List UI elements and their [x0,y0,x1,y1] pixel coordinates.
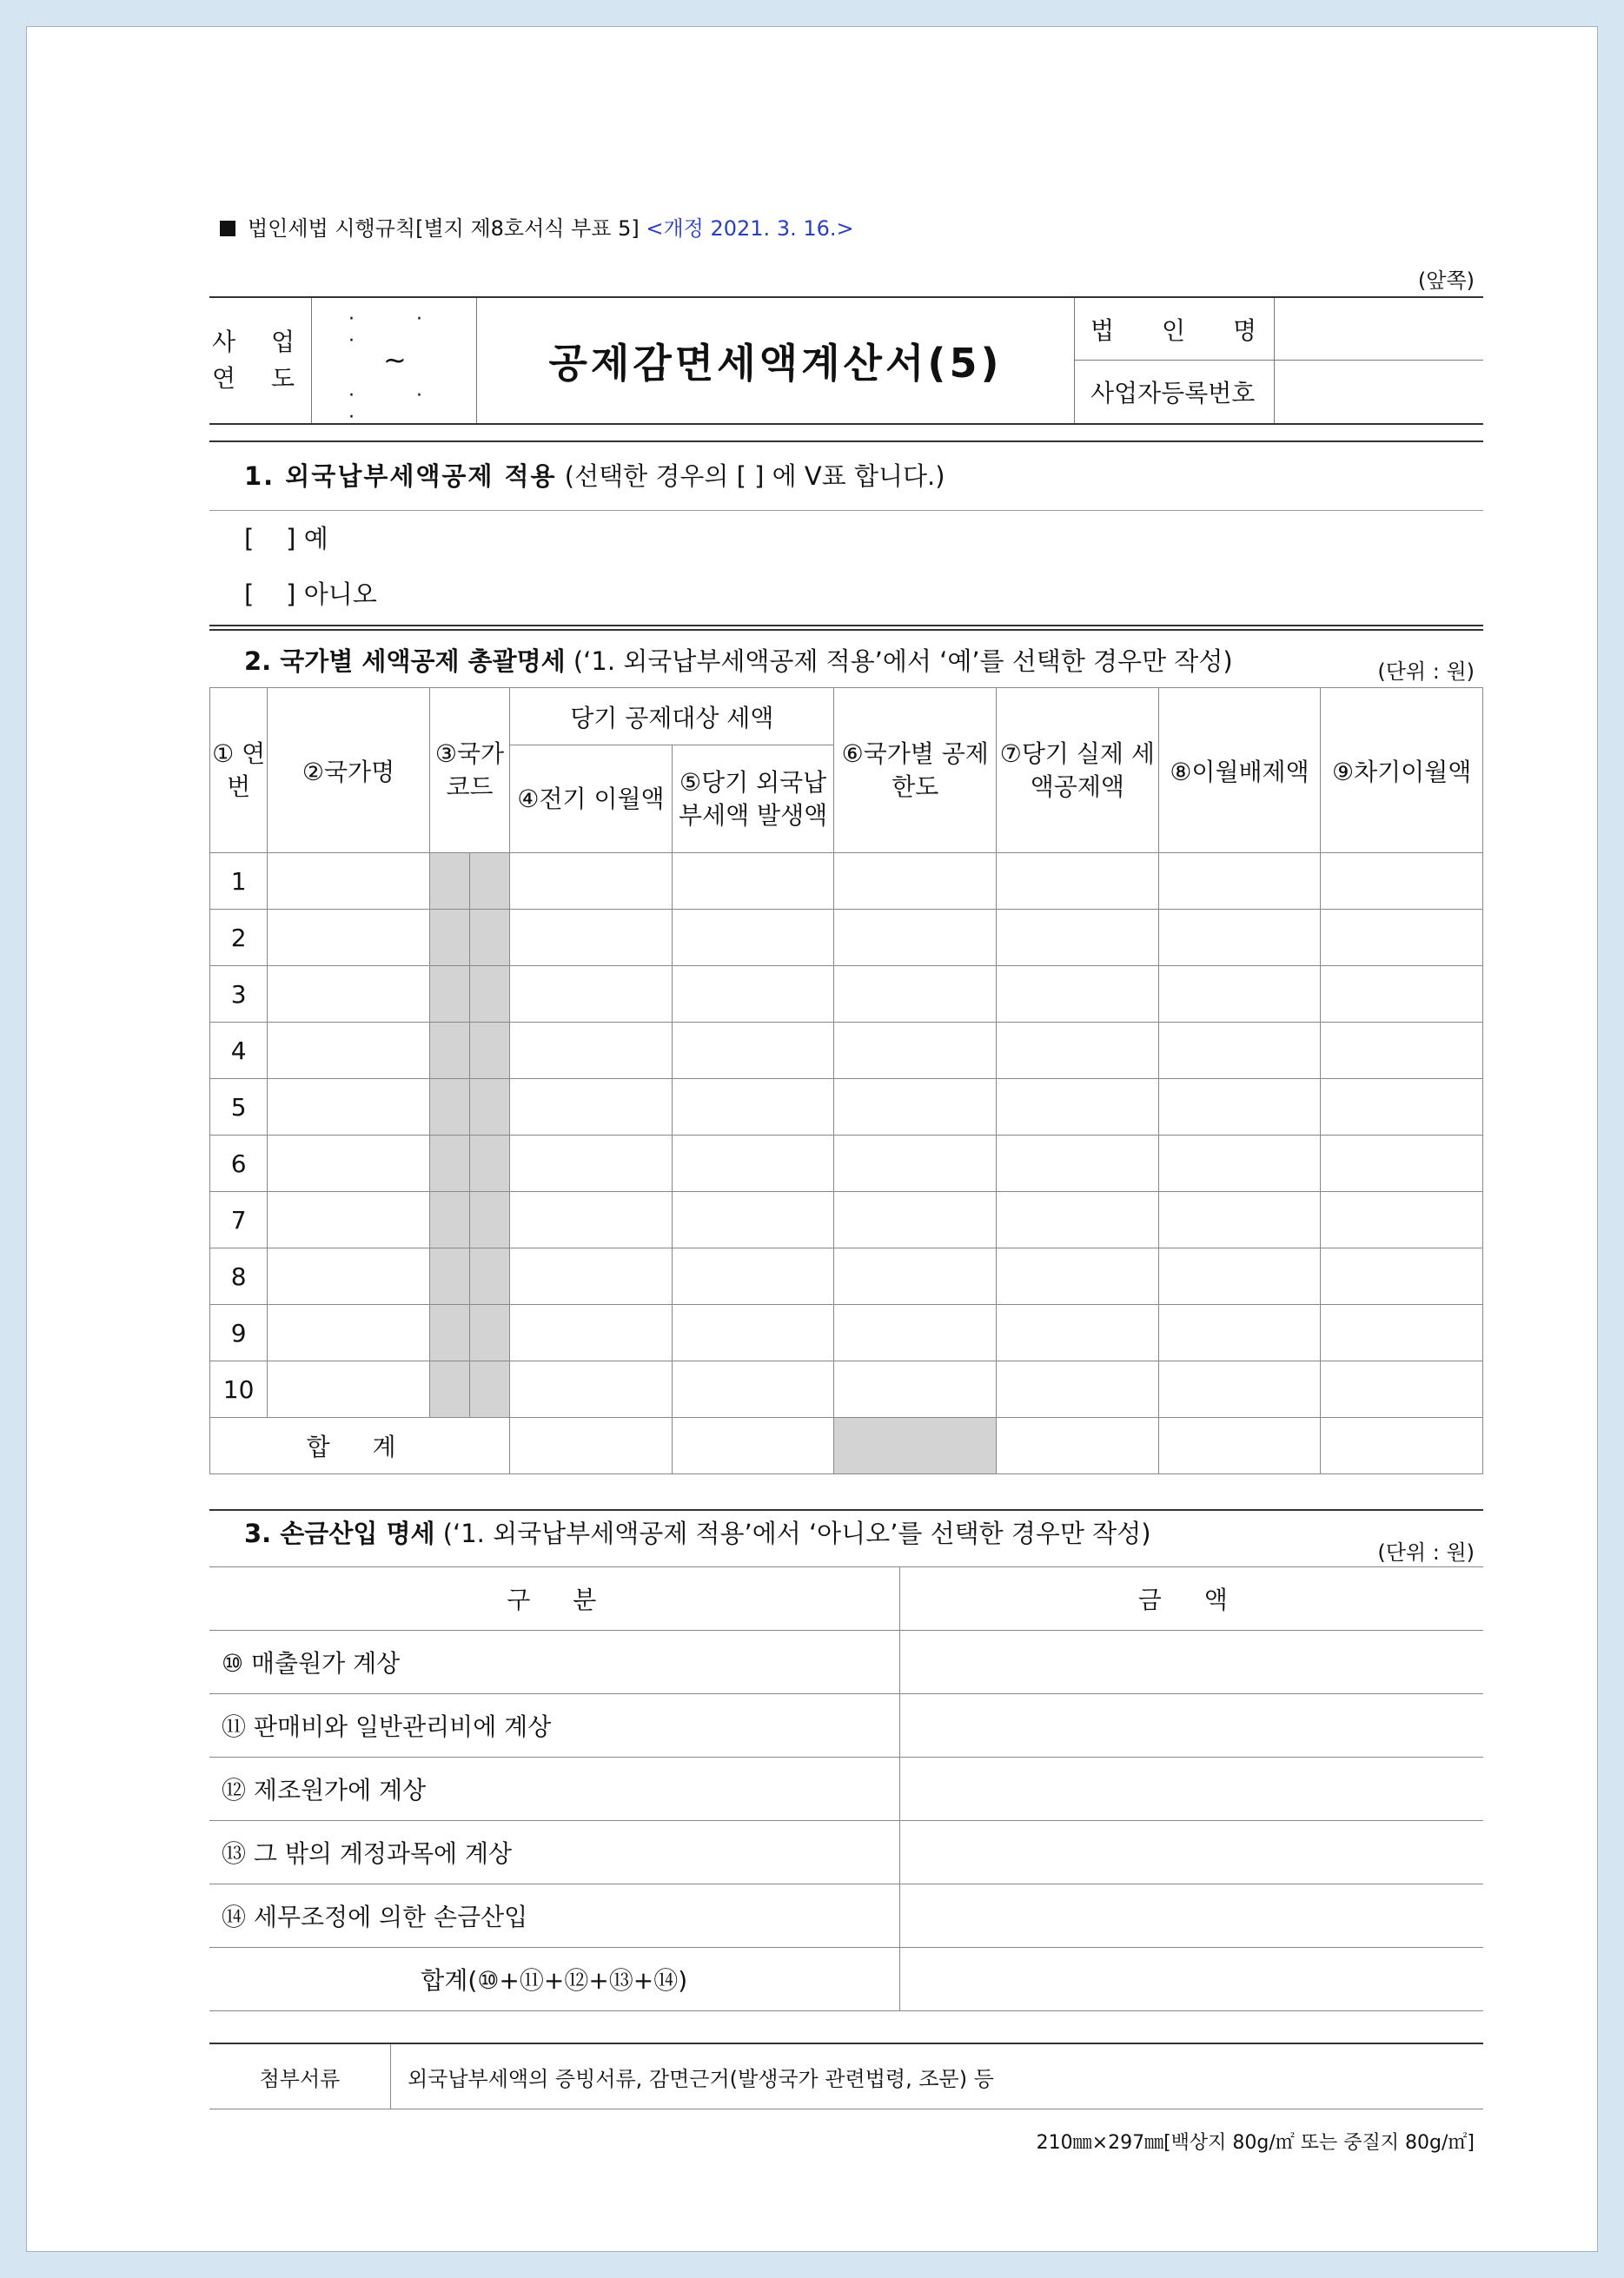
deduction-category: ⑪ 판매비와 일반관리비에 계상 [209,1694,899,1758]
country-name-cell[interactable] [268,1361,430,1418]
prior-carryover-cell[interactable] [510,910,673,966]
total-current-foreign-tax[interactable] [672,1418,834,1474]
form-header [220,211,854,242]
attachments-label: 첨부서류 [209,2044,391,2109]
table-row [210,1079,1483,1136]
actual-credit-cell[interactable] [997,1192,1159,1248]
country-code-cell-a[interactable] [429,1192,469,1248]
country-limit-cell[interactable] [834,1192,997,1248]
form-basis: 법인세법 시행규칙[별지 제8호서식 부표 5] [248,216,640,241]
country-limit-cell[interactable] [834,966,997,1023]
deduction-amount-cell[interactable] [899,1631,1483,1694]
deduction-table [209,1566,1483,2011]
prior-carryover-cell[interactable] [510,1248,673,1305]
country-code-cell-a[interactable] [429,910,469,966]
current-foreign-tax-cell[interactable] [672,1248,834,1305]
country-limit-cell[interactable] [834,853,997,910]
carry-forward-cell[interactable] [1321,1023,1483,1079]
deduction-category: ⑫ 제조원가에 계상 [209,1758,899,1821]
country-code-cell-b[interactable] [470,966,510,1023]
option-yes-checkbox[interactable]: [ ] 예 [244,524,328,553]
total-label: 합 계 [210,1418,510,1474]
row-number: 3 [210,966,268,1023]
country-code-cell-a[interactable] [429,1079,469,1136]
row-number: 8 [210,1248,268,1305]
section-2 [209,625,1483,684]
prior-carryover-cell[interactable] [510,966,673,1023]
carry-forward-cell[interactable] [1321,1305,1483,1361]
table-row [210,853,1483,910]
country-code-cell-b[interactable] [470,1361,510,1418]
prior-carryover-cell[interactable] [510,853,673,910]
country-limit-cell[interactable] [834,1248,997,1305]
row-number: 10 [210,1361,268,1418]
carry-forward-cell[interactable] [1321,1136,1483,1192]
table-row [210,1192,1483,1248]
table-row [209,1694,1483,1758]
reg-no-label: 사업자등록번호 [1075,361,1275,423]
table-row [210,1305,1483,1361]
col-category: 구 분 [209,1567,899,1631]
total-carry-forward[interactable] [1321,1418,1483,1474]
carry-forward-cell[interactable] [1321,910,1483,966]
country-name-cell[interactable] [268,853,430,910]
row-number: 5 [210,1079,268,1136]
form-page [26,26,1598,2252]
current-foreign-tax-cell[interactable] [672,910,834,966]
start-date-placeholder: · · · [348,308,450,352]
option-no-checkbox[interactable]: [ ] 아니오 [244,579,377,609]
col-amount: 금 액 [899,1567,1483,1631]
col-prior-carryover: ④전기 이월액 [510,745,673,853]
row-number: 6 [210,1136,268,1192]
carry-forward-cell[interactable] [1321,853,1483,910]
country-code-cell-a[interactable] [429,853,469,910]
country-limit-cell[interactable] [834,1361,997,1418]
carry-forward-cell[interactable] [1321,1361,1483,1418]
country-code-cell-b[interactable] [470,1248,510,1305]
row-number: 4 [210,1023,268,1079]
section-3-unit: (단위 : 원) [1377,1540,1475,1565]
carry-forward-cell[interactable] [1321,1192,1483,1248]
deduction-category: ⑩ 매출원가 계상 [209,1631,899,1694]
section-1-title: 1. 외국납부세액공제 적용 (선택한 경우의 [ ] 에 V표 합니다.) [209,442,1483,511]
end-date-placeholder: · · · [348,385,450,428]
total-prior-carryover[interactable] [510,1418,673,1474]
col-country-code: ③국가 코드 [429,688,509,853]
carry-forward-cell[interactable] [1321,966,1483,1023]
deduction-category: ⑬ 그 밖의 계정과목에 계상 [209,1821,899,1884]
deduction-amount-cell[interactable] [899,1821,1483,1884]
excluded-cell[interactable] [1158,1079,1321,1136]
col-excluded: ⑧이월배제액 [1158,688,1321,853]
country-name-cell[interactable] [268,1305,430,1361]
page-side-label: (앞쪽) [1417,268,1475,293]
carry-forward-cell[interactable] [1321,1079,1483,1136]
paper-spec: 210㎜×297㎜[백상지 80g/㎡ 또는 중질지 80g/㎡] [1036,2132,1475,2154]
total-country-limit [834,1418,997,1474]
country-limit-cell[interactable] [834,1079,997,1136]
country-limit-cell[interactable] [834,1136,997,1192]
excluded-cell[interactable] [1158,853,1321,910]
current-foreign-tax-cell[interactable] [672,853,834,910]
table-row [210,1023,1483,1079]
current-foreign-tax-cell[interactable] [672,1079,834,1136]
prior-carryover-cell[interactable] [510,1361,673,1418]
excluded-cell[interactable] [1158,1192,1321,1248]
deduction-total-label: 합계(⑩+⑪+⑫+⑬+⑭) [209,1948,899,2011]
excluded-cell[interactable] [1158,1305,1321,1361]
row-number: 7 [210,1192,268,1248]
row-number: 9 [210,1305,268,1361]
country-name-cell[interactable] [268,1192,430,1248]
country-code-cell-b[interactable] [470,853,510,910]
country-name-cell[interactable] [268,1136,430,1192]
country-name-cell[interactable] [268,1079,430,1136]
excluded-cell[interactable] [1158,1361,1321,1418]
country-code-cell-b[interactable] [470,1305,510,1361]
deduction-amount-cell[interactable] [899,1884,1483,1948]
current-foreign-tax-cell[interactable] [672,1136,834,1192]
country-code-cell-b[interactable] [470,1136,510,1192]
col-seq: ① 연 번 [210,688,268,853]
actual-credit-cell[interactable] [997,1248,1159,1305]
excluded-cell[interactable] [1158,1136,1321,1192]
country-code-cell-b[interactable] [470,910,510,966]
current-foreign-tax-cell[interactable] [672,1361,834,1418]
country-limit-cell[interactable] [834,1023,997,1079]
country-name-cell[interactable] [268,1023,430,1079]
country-code-cell-b[interactable] [470,1079,510,1136]
deduction-total-amount[interactable] [899,1948,1483,2011]
excluded-cell[interactable] [1158,1023,1321,1079]
col-carry-forward: ⑨차기이월액 [1321,688,1483,853]
country-credit-table [209,687,1483,1474]
section-2-header: 2. 국가별 세액공제 총괄명세 (‘1. 외국납부세액공제 적용’에서 ‘예’를 선택한 경우만 작성) (단위 : 원) [244,646,1475,684]
current-foreign-tax-cell[interactable] [672,1305,834,1361]
country-code-cell-a[interactable] [429,1305,469,1361]
country-code-cell-a[interactable] [429,1248,469,1305]
attachments-value: 외국납부세액의 증빙서류, 감면근거(발생국가 관련법령, 조문) 등 [408,2066,994,2091]
excluded-cell[interactable] [1158,1248,1321,1305]
table-row [210,1361,1483,1418]
title-block [209,296,1483,428]
deduction-category: ⑭ 세무조정에 의한 손금산입 [209,1884,899,1948]
table-row [210,1136,1483,1192]
country-code-cell-a[interactable] [429,1023,469,1079]
country-name-cell[interactable] [268,966,430,1023]
table-row [209,1884,1483,1948]
total-excluded[interactable] [1158,1418,1321,1474]
actual-credit-cell[interactable] [997,853,1159,910]
total-actual-credit[interactable] [997,1418,1159,1474]
actual-credit-cell[interactable] [997,910,1159,966]
row-number: 1 [210,853,268,910]
col-country-limit: ⑥국가별 공제한도 [834,688,997,853]
country-code-cell-a[interactable] [429,1361,469,1418]
corp-name-row[interactable]: 법 인 명 [1075,298,1483,361]
country-name-cell[interactable] [268,1248,430,1305]
actual-credit-cell[interactable] [997,966,1159,1023]
actual-credit-cell[interactable] [997,1079,1159,1136]
section-1 [209,440,1483,631]
prior-carryover-cell[interactable] [510,1136,673,1192]
country-code-cell-b[interactable] [470,1192,510,1248]
table-row [210,910,1483,966]
col-group-current-credit: 당기 공제대상 세액 [510,688,834,745]
excluded-cell[interactable] [1158,910,1321,966]
period-tilde: ~ [383,343,407,376]
section-2-unit: (단위 : 원) [1377,659,1475,684]
carry-forward-cell[interactable] [1321,1248,1483,1305]
form-title: 공제감면세액계산서(5) [477,298,1075,423]
table-row [210,1248,1483,1305]
table-row [209,1631,1483,1694]
business-year-period[interactable] [312,298,477,428]
revision-date: <개정 2021. 3. 16.> [646,216,854,241]
prior-carryover-cell[interactable] [510,1192,673,1248]
actual-credit-cell[interactable] [997,1023,1159,1079]
country-code-cell-a[interactable] [429,1136,469,1192]
actual-credit-cell[interactable] [997,1361,1159,1418]
country-limit-cell[interactable] [834,1305,997,1361]
current-foreign-tax-cell[interactable] [672,1023,834,1079]
business-year-label: 사 업 연 도 [209,298,312,423]
country-code-cell-b[interactable] [470,1023,510,1079]
actual-credit-cell[interactable] [997,1305,1159,1361]
reg-no-row[interactable] [1075,361,1483,423]
square-bullet-icon [220,221,235,236]
table-row [209,1821,1483,1884]
total-row [210,1418,1483,1474]
section-3-header: 3. 손금산입 명세 (‘1. 외국납부세액공제 적용’에서 ‘아니오’를 선택한 경우만 작성) (단위 : 원) [244,1519,1475,1565]
section-3 [209,1509,1483,1568]
col-country-name: ②국가명 [268,688,430,853]
corp-info [1075,298,1483,423]
table-row [209,1758,1483,1821]
current-foreign-tax-cell[interactable] [672,966,834,1023]
prior-carryover-cell[interactable] [510,1305,673,1361]
prior-carryover-cell[interactable] [510,1079,673,1136]
excluded-cell[interactable] [1158,966,1321,1023]
col-current-foreign-tax: ⑤당기 외국납부세액 발생액 [672,745,834,853]
prior-carryover-cell[interactable] [510,1023,673,1079]
row-number: 2 [210,910,268,966]
deduction-amount-cell[interactable] [899,1694,1483,1758]
current-foreign-tax-cell[interactable] [672,1192,834,1248]
actual-credit-cell[interactable] [997,1136,1159,1192]
deduction-amount-cell[interactable] [899,1758,1483,1821]
country-limit-cell[interactable] [834,910,997,966]
attachments-row [209,2043,1483,2109]
country-code-cell-a[interactable] [429,966,469,1023]
col-actual-credit: ⑦당기 실제 세액공제액 [997,688,1159,853]
country-name-cell[interactable] [268,910,430,966]
table-row [210,966,1483,1023]
